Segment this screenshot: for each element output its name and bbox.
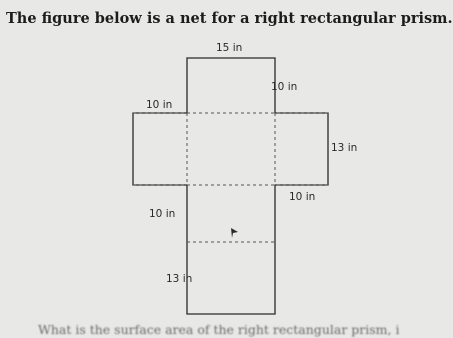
label-right-side: 13 in — [331, 142, 358, 154]
label-lower-flap: 10 in — [149, 208, 176, 220]
arrow-mark-icon — [231, 228, 238, 238]
label-right-bottom: 10 in — [289, 191, 316, 203]
label-top-height: 10 in — [271, 81, 298, 93]
label-bottom-face: 13 in — [166, 273, 193, 285]
question-text: The figure below is a net for a right rectangular prism. — [6, 10, 453, 27]
label-top-width: 15 in — [216, 42, 243, 54]
label-left-flap: 10 in — [146, 99, 173, 111]
net-outline — [133, 58, 328, 314]
followup-question-text: What is the surface area of the right rectangular prism, i — [38, 322, 400, 337]
